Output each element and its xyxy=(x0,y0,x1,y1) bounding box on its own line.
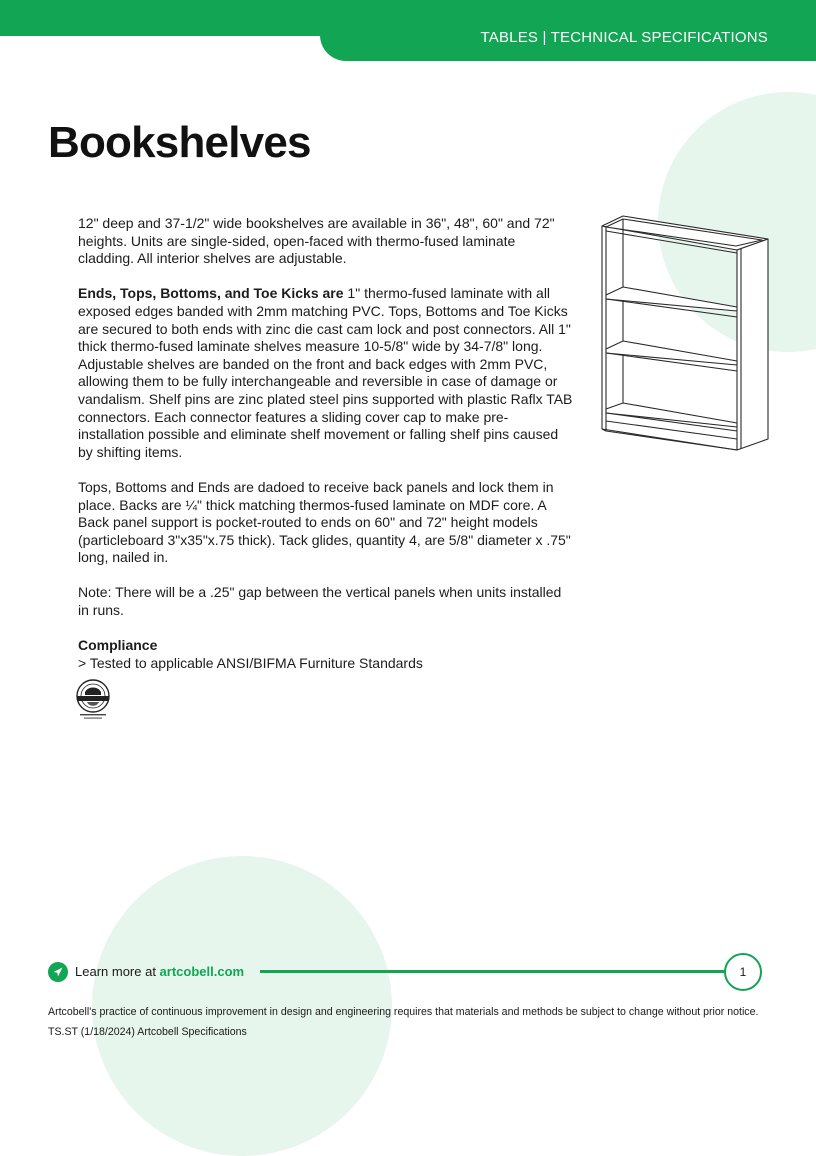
website-link[interactable]: artcobell.com xyxy=(159,964,245,979)
navigation-arrow-icon xyxy=(48,962,68,982)
footer-disclaimer: Artcobell's practice of continuous improvement in design and engineering requires that materials and methods be subject to change without prior notice. xyxy=(48,1006,759,1018)
learn-more-label: Learn more at xyxy=(75,964,160,979)
header-section-label: TABLES | TECHNICAL SPECIFICATIONS xyxy=(480,29,768,46)
note-paragraph: Note: There will be a .25" gap between the vertical panels when units installed in runs. xyxy=(78,584,562,619)
footer-document-id: TS.ST (1/18/2024) Artcobell Specifications xyxy=(48,1026,247,1038)
construction-heading: Ends, Tops, Bottoms, and Toe Kicks are xyxy=(78,285,344,302)
page-title: Bookshelves xyxy=(48,118,311,167)
bookshelf-illustration xyxy=(597,213,771,453)
page-number: 1 xyxy=(724,953,762,991)
construction-text: 1" thermo-fused laminate with all exposed edges banded with 2mm matching PVC. Tops, Bottoms and Toe Kicks are secured to both ends with zinc die cast cam lock and post connectors. All 1" thick thermo-fused laminate shelves measure 10-5/8" wide by 34-7/8" long. Adjustable shelves are banded on the front and back edges with 2mm PVC, allowing them to be fully interchangeable and reversible in case of damage or vandalism. Shelf pins are zinc plated steel pins supported with plastic Raflx TAB connectors. Each connector features a sliding cover cap to make pre-installation possible and eliminate shelf movement or falling shelf pins caused by shifting items. xyxy=(78,285,573,460)
compliance-item: > Tested to applicable ANSI/BIFMA Furniture Standards xyxy=(78,654,423,671)
footer-learn-more xyxy=(75,963,244,981)
back-panels-paragraph: Tops, Bottoms and Ends are dadoed to receive back panels and lock them in place. Backs are ¼" thick matching thermos-fused laminate on MDF core. A Back panel support is pocket-routed to ends on 60" and 72" height models (particleboard 3"x35"x.75 thick). Tack glides, quantity 4, are 5/8" diameter x .75" long, nailed in. xyxy=(78,478,571,566)
construction-paragraph xyxy=(78,285,574,461)
specification-body xyxy=(78,215,574,672)
compliance-heading: Compliance xyxy=(78,637,158,654)
certification-seal-icon xyxy=(74,678,112,722)
footer-rule xyxy=(260,970,726,973)
intro-paragraph: 12" deep and 37-1/2" wide bookshelves are available in 36", 48", 60" and 72" heights. Units are single-sided, open-faced with thermo-fused laminate cladding. All interior shelves are adjustable. xyxy=(78,215,555,267)
